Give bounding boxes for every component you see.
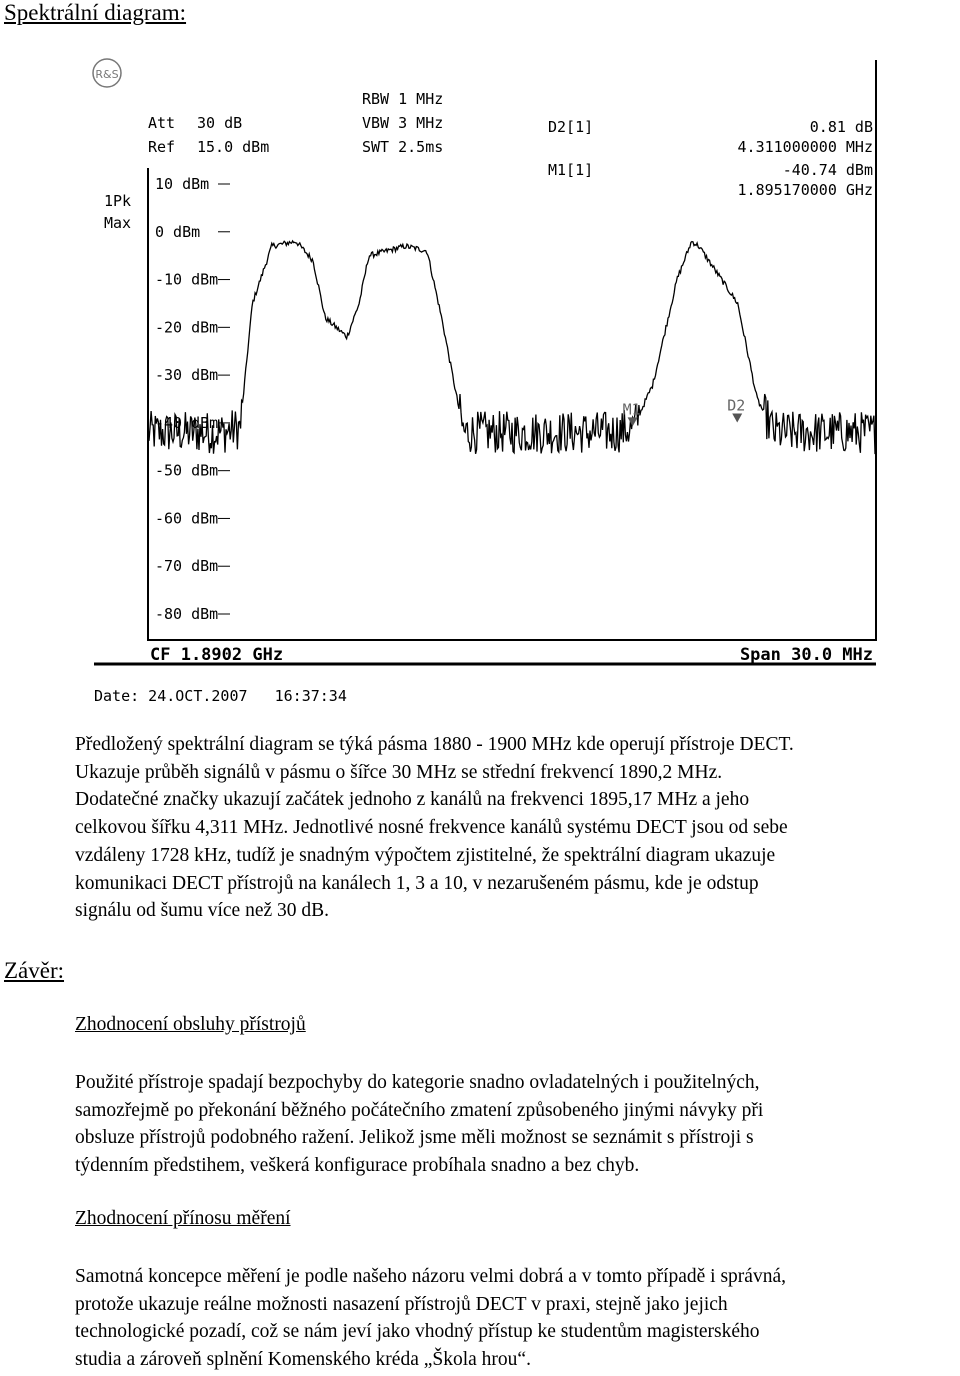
conclusion-heading: Závěr:	[4, 958, 65, 983]
att-value: 30 dB	[197, 114, 243, 132]
rs-logo-text: R&S	[95, 68, 119, 81]
ref-value: 15.0 dBm	[197, 138, 270, 156]
y-tick-label: -80 dBm	[155, 605, 219, 623]
m1-label: M1[1]	[548, 161, 594, 179]
rs-logo	[93, 59, 121, 87]
d2-value-freq: 4.311000000 MHz	[737, 138, 873, 156]
paragraph-line: studia a zároveň splnění Komenského kréda „Škola hrou“.	[75, 1349, 531, 1371]
y-tick-label: -40 dBm	[155, 413, 219, 432]
paragraph-line: samozřejmě po překonání běžného počátečního zmatení způsobeného jinými návyky při	[75, 1099, 764, 1121]
paragraph-line: Samotná koncepce měření je podle našeho názoru velmi dobrá a v tomto případě i správná,	[75, 1266, 786, 1287]
paragraph-line: vzdáleny 1728 kHz, tudíž je snadným výpočtem zjistitelné, že spektrální diagram ukazuje	[75, 844, 776, 866]
att-label: Att	[148, 114, 176, 132]
paragraph-spectrum-description	[75, 731, 960, 925]
y-tick-label: 10 dBm	[155, 175, 210, 193]
center-frequency: CF 1.8902 GHz	[150, 645, 284, 665]
vbw-setting: VBW 3 MHz	[362, 114, 444, 132]
y-tick-label: -10 dBm	[155, 270, 219, 289]
paragraph-line: protože ukazuje reálne možnosti nasazení přístrojů DECT v praxi, stejně jako jejich	[75, 1293, 728, 1315]
paragraph-operation	[75, 1069, 960, 1180]
paragraph-line: celkovou šířku 4,311 MHz. Jednotlivé nosné frekvence kanálů systému DECT jsou od sebe	[75, 817, 788, 839]
swt-setting: SWT 2.5ms	[362, 138, 444, 156]
y-tick-label: -30 dBm	[155, 366, 219, 385]
paragraph-line: Použité přístroje spadají bezpochyby do kategorie snadno ovladatelných i použitelných,	[75, 1072, 760, 1093]
paragraph-line: Ukazuje průběh signálů v pásmu o šířce 30 MHz se střední frekvencí 1890,2 MHz.	[75, 761, 723, 783]
d2-value-db: 0.81 dB	[809, 118, 873, 136]
date-stamp: Date: 24.OCT.2007 16:37:34	[94, 687, 347, 705]
paragraph-line: signálu od šumu více než 30 dB.	[75, 900, 330, 922]
y-tick-label: 0 dBm	[155, 222, 201, 241]
y-tick-label: -70 dBm	[155, 557, 219, 576]
paragraph-line: Dodatečné značky ukazují začátek jednoho z kanálů na frekvenci 1895,17 MHz a jeho	[75, 789, 750, 811]
page-heading: Spektrální diagram:	[4, 0, 187, 25]
m1-value-dbm: -40.74 dBm	[782, 161, 873, 179]
section-title-operation: Zhodnocení obsluhy přístrojů	[75, 1014, 306, 1035]
marker-d2-triangle	[732, 414, 742, 423]
section-title-benefit: Zhodnocení přínosu měření	[75, 1208, 291, 1229]
span: Span 30.0 MHz	[739, 645, 873, 665]
paragraph-line: komunikaci DECT přístrojů na kanálech 1, 3 a 10, v nezarušeném pásmu, kde je odstup	[75, 872, 759, 894]
d2-label: D2[1]	[548, 118, 594, 136]
m1-value-freq: 1.895170000 GHz	[737, 181, 873, 199]
y-tick-label: -60 dBm	[155, 509, 219, 528]
marker-m1-label: M1	[622, 400, 641, 419]
y-axis-ticks	[155, 175, 230, 623]
spectrum-trace	[148, 241, 876, 454]
ref-label: Ref	[148, 138, 176, 156]
marker-d2-label: D2	[727, 396, 746, 415]
paragraph-line: týdenním předstihem, veškerá konfigurace probíhala snadno a bez chyb.	[75, 1155, 640, 1177]
paragraph-line: obsluze přístrojů podobného ražení. Jelikož jsme měli možnost se seznámit s přístroji s	[75, 1127, 754, 1149]
paragraph-benefit	[75, 1263, 960, 1374]
trace-mode-1pk: 1Pk	[104, 192, 132, 210]
rbw-setting: RBW 1 MHz	[362, 90, 444, 108]
paragraph-line: Předložený spektrální diagram se týká pásma 1880 - 1900 MHz kde operují přístroje DECT.	[75, 734, 794, 755]
trace-mode-max: Max	[104, 214, 132, 232]
y-tick-label: -20 dBm	[155, 318, 219, 337]
y-tick-label: -50 dBm	[155, 461, 219, 480]
paragraph-line: technologické pozadí, což se nám jeví jako vhodný přístup ke studentům magisterského	[75, 1321, 760, 1343]
marker-m1-triangle	[628, 417, 638, 426]
